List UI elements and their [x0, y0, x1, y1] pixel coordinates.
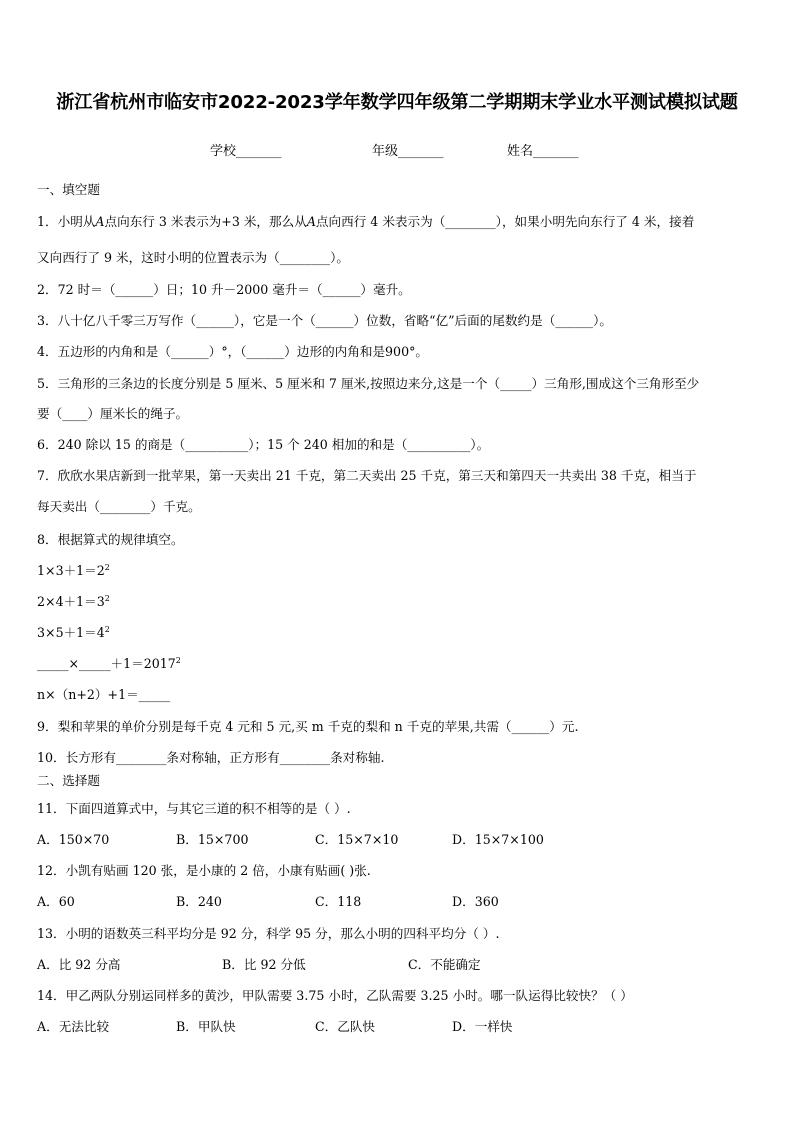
- question-9: 9．梨和苹果的单价分别是每千克 4 元和 5 元,买 m 千克的梨和 n 千克的苹果,共需（______）元.: [37, 719, 579, 734]
- question-7: 7．欣欣水果店新到一批苹果，第一天卖出 21 千克，第二天卖出 25 千克，第三天和第四天一共卖出 38 千克，相当于: [37, 468, 697, 483]
- q13-option-b: B．比 92 分低: [222, 957, 306, 972]
- q1-point-a-2: A: [306, 214, 316, 229]
- q12-option-a: A．60: [37, 894, 75, 909]
- pattern-row-4: [37, 656, 181, 672]
- q1-point-a: A: [95, 214, 105, 229]
- q13-option-a: A．比 92 分高: [37, 957, 121, 972]
- q13-option-c: C．不能确定: [408, 957, 481, 972]
- pattern-row-3-text: 3×5＋1＝4: [37, 625, 105, 640]
- name-field: 姓名_______: [507, 144, 579, 159]
- question-4: 4．五边形的内角和是（______）°，（______）边形的内角和是900°。: [37, 344, 428, 359]
- q12-option-c: C．118: [315, 894, 362, 909]
- pattern-row-1: [37, 563, 110, 579]
- question-1: [37, 214, 694, 230]
- q14-option-d: D．一样快: [452, 1019, 513, 1034]
- q1-part-b: 点向东行 3 米表示为+3 米，那么从: [104, 214, 307, 229]
- q12-option-b: B．240: [176, 894, 222, 909]
- q11-option-b: B．15×700: [176, 832, 249, 847]
- section-heading-choice: 二、选择题: [37, 773, 100, 788]
- question-3: 3．八十亿八千零三万写作（______），它是一个（______）位数，省略“亿”后面的尾数约是（______）。: [37, 313, 613, 328]
- question-1-line-2: 又向西行了 9 米，这时小明的位置表示为（________）。: [37, 250, 349, 265]
- question-5-line-2: 要（____）厘米长的绳子。: [37, 406, 189, 421]
- question-14: 14．甲乙两队分别运同样多的黄沙，甲队需要 3.75 小时，乙队需要 3.25 小时。哪一队运得比较快？（ ）: [37, 988, 633, 1003]
- q11-option-a: A．150×70: [37, 832, 110, 847]
- q12-option-d: D．360: [452, 894, 499, 909]
- question-2: 2．72 时＝（______）日；10 升－2000 毫升＝（______）毫升。: [37, 282, 411, 297]
- q11-option-d: D．15×7×100: [452, 832, 544, 847]
- q11-option-c: C．15×7×10: [315, 832, 399, 847]
- pattern-row-3: [37, 625, 110, 641]
- pattern-row-4-text: _____×_____＋1＝2017: [37, 656, 176, 671]
- q14-option-c: C．乙队快: [315, 1019, 376, 1034]
- question-11: 11．下面四道算式中，与其它三道的积不相等的是（ ）.: [37, 801, 351, 816]
- q1-part-a: 1．小明从: [37, 214, 96, 229]
- pattern-row-2: [37, 594, 110, 610]
- page-title: 浙江省杭州市临安市2022-2023学年数学四年级第二学期期末学业水平测试模拟试题: [56, 92, 738, 113]
- pattern-row-1-text: 1×3＋1＝2: [37, 563, 105, 578]
- section-heading-fill-in: 一、填空题: [37, 182, 100, 197]
- exponent: 2: [175, 655, 181, 665]
- exponent: 2: [104, 624, 110, 634]
- school-field: 学校_______: [210, 144, 282, 159]
- question-12: 12．小凯有贴画 120 张，是小康的 2 倍，小康有贴画( )张.: [37, 863, 371, 878]
- question-5: 5．三角形的三条边的长度分别是 5 厘米、5 厘米和 7 厘米,按照边来分,这是一个（_____）三角形,围成这个三角形至少: [37, 376, 700, 391]
- grade-field: 年级_______: [372, 144, 444, 159]
- exponent: 2: [104, 562, 110, 572]
- exponent: 2: [104, 593, 110, 603]
- question-13: 13．小明的语数英三科平均分是 92 分，科学 95 分，那么小明的四科平均分（ ）.: [37, 926, 500, 941]
- pattern-row-2-text: 2×4＋1＝3: [37, 594, 105, 609]
- q1-part-c: 点向西行 4 米表示为（________），如果小明先向东行了 4 米，接着: [315, 214, 695, 229]
- question-10: 10．长方形有________条对称轴，正方形有________条对称轴.: [37, 750, 385, 765]
- question-7-line-2: 每天卖出（________）千克。: [37, 499, 201, 514]
- q14-option-b: B．甲队快: [176, 1019, 236, 1034]
- question-8: 8．根据算式的规律填空。: [37, 532, 184, 547]
- q14-option-a: A．无法比较: [37, 1019, 110, 1034]
- pattern-row-5: n×（n+2）+1＝_____: [37, 687, 171, 702]
- question-6: 6．240 除以 15 的商是（__________）；15 个 240 相加的和是（__________）。: [37, 437, 490, 452]
